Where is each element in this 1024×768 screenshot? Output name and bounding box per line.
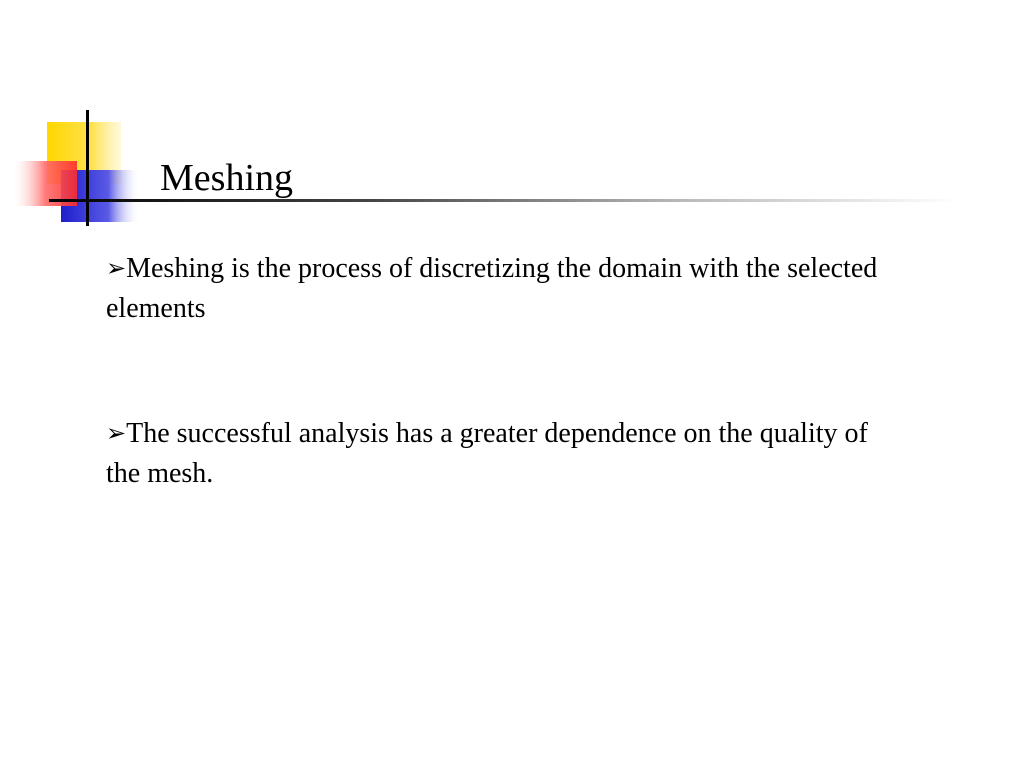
title-decoration bbox=[0, 0, 1024, 240]
bullet-item bbox=[106, 413, 906, 494]
bullet-text: The successful analysis has a greater dependence on the quality of the mesh. bbox=[106, 418, 868, 489]
arrow-bullet-icon: ➢ bbox=[106, 254, 127, 282]
slide-title: Meshing bbox=[160, 157, 293, 199]
arrow-bullet-icon: ➢ bbox=[106, 419, 127, 447]
bullet-list bbox=[106, 248, 906, 578]
bullet-text: Meshing is the process of discretizing the domain with the selected elements bbox=[106, 253, 878, 324]
vertical-line bbox=[86, 110, 89, 226]
bullet-item bbox=[106, 248, 906, 329]
